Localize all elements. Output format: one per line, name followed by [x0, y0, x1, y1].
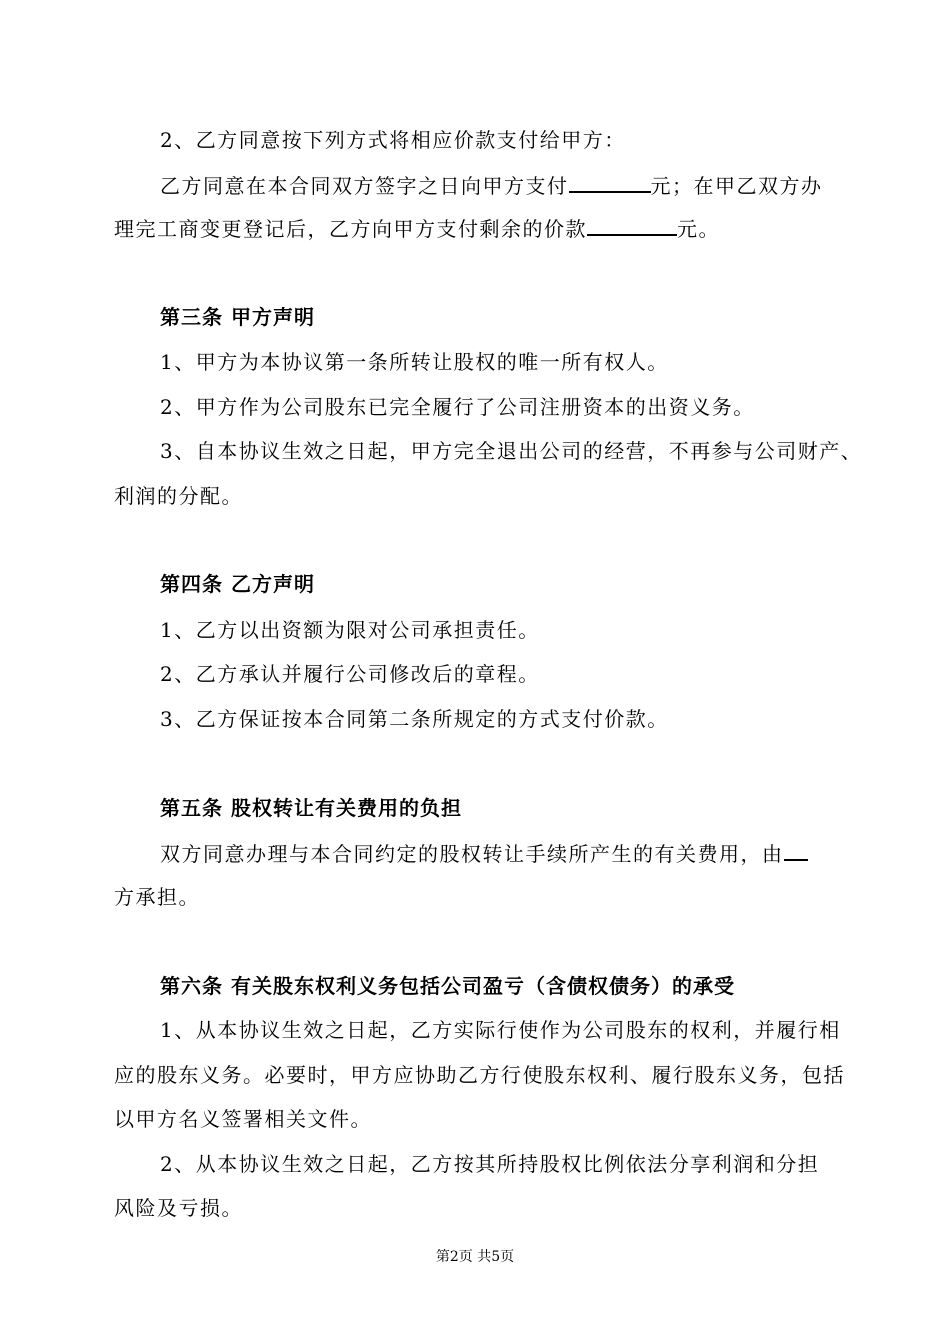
article2-payment-text: 乙方同意在本合同双方签字之日向甲方支付: [160, 174, 569, 198]
article5-text-cont: 方承担。: [114, 885, 200, 909]
article3-item2: 2、甲方作为公司股东已完全履行了公司注册资本的出资义务。: [160, 395, 755, 419]
article2-payment-line2: [114, 214, 720, 243]
article6-title: 第六条 有关股东权利义务包括公司盈亏（含债权债务）的承受: [160, 974, 735, 998]
article4-item1: 1、乙方以出资额为限对公司承担责任。: [160, 618, 540, 642]
article5-title: 第五条 股权转让有关费用的负担: [160, 796, 462, 820]
article5-text: [160, 839, 808, 868]
article2-payment-text-cont: 元；在甲乙双方办: [650, 174, 823, 198]
article6-item1-cont2: 以甲方名义签署相关文件。: [114, 1107, 372, 1131]
article2-payment-remainder: 理完工商变更登记后，乙方向甲方支付剩余的价款: [114, 217, 587, 241]
article3-title: 第三条 甲方声明: [160, 305, 315, 329]
article3-item3-cont: 利润的分配。: [114, 484, 243, 508]
article5-text-main: 双方同意办理与本合同约定的股权转让手续所产生的有关费用，由: [160, 842, 784, 866]
article6-item2: 2、从本协议生效之日起，乙方按其所持股权比例依法分享利润和分担: [160, 1152, 820, 1176]
article6-item2-cont: 风险及亏损。: [114, 1196, 243, 1220]
article3-item3: 3、自本协议生效之日起，甲方完全退出公司的经营，不再参与公司财产、: [160, 439, 863, 463]
page-number: 第2页 共5页: [435, 1249, 515, 1265]
blank-amount-remaining: [587, 214, 677, 236]
article4-item3: 3、乙方保证按本合同第二条所规定的方式支付价款。: [160, 707, 669, 731]
article6-item1: 1、从本协议生效之日起，乙方实际行使作为公司股东的权利，并履行相: [160, 1018, 841, 1042]
article2-payment-line1: [160, 171, 823, 200]
article4-item2: 2、乙方承认并履行公司修改后的章程。: [160, 662, 540, 686]
blank-party: [784, 839, 808, 861]
article4-title: 第四条 乙方声明: [160, 572, 315, 596]
blank-amount-first: [569, 171, 651, 193]
article3-item1: 1、甲方为本协议第一条所转让股权的唯一所有权人。: [160, 350, 669, 374]
article6-item1-cont: 应的股东义务。必要时，甲方应协助乙方行使股东权利、履行股东义务，包括: [114, 1063, 845, 1087]
article2-payment-unit: 元。: [677, 217, 720, 241]
article2-item2: 2、乙方同意按下列方式将相应价款支付给甲方：: [160, 128, 626, 152]
